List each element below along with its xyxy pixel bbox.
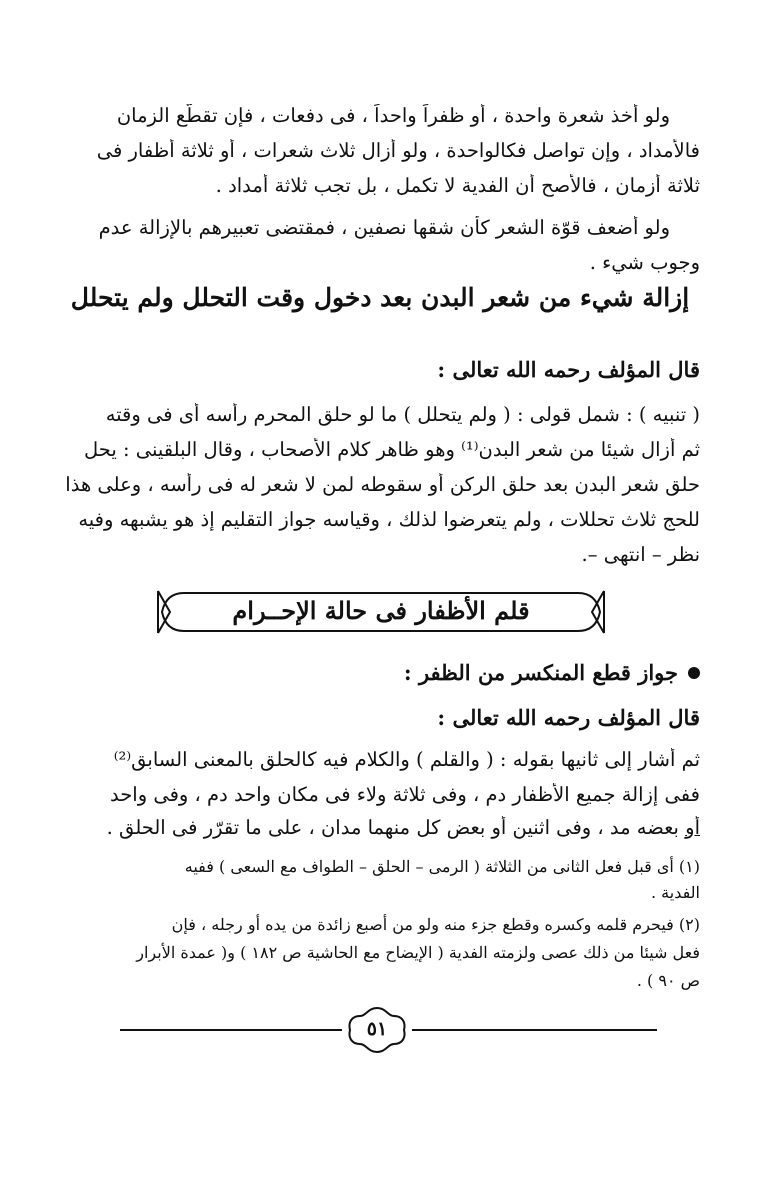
- para4-line1: ثم أشار إلى ثانيها بقوله : ( والقلم ) والكلام فيه كالحلق بالمعنى السابق⁽²⁾: [113, 748, 700, 771]
- para3-line5: نظر – انتهى –.: [581, 543, 700, 566]
- para3-line2: ثم أزال شيئا من شعر البدن⁽¹⁾ وهو ظاهر كلام الأصحاب ، وقال البلقينى : يحل: [84, 438, 700, 461]
- section-heading-hair-removal: إزالة شيء من شعر البدن بعد دخول وقت التحلل ولم يتحلل: [70, 283, 690, 312]
- footer-rule-right: [412, 1029, 657, 1031]
- para3-line3: حلق شعر البدن بعد حلق الركن أو سقوطه لمن لا شعر له فى رأسه ، وعلى هذا: [65, 473, 700, 496]
- page-number: ٥١: [366, 1018, 388, 1040]
- author-said-heading-1: قال المؤلف رحمه الله تعالى :: [437, 357, 700, 382]
- para2-line2: وجوب شيء .: [589, 251, 700, 274]
- banner-title: قلم الأظفار فى حالة الإحــرام: [232, 596, 530, 625]
- bullet-heading: [404, 660, 700, 685]
- para1-line1: ولو أخذ شعرة واحدة ، أو ظفراً واحداً ، فى دفعات ، فإن تقطّع الزمان: [116, 104, 670, 127]
- footnote-2-line2: فعل شيئا من ذلك عصى ولزمته الفدية ( الإيضاح مع الحاشية ص ١٨٢ ) و( عمدة الأبرار: [136, 943, 700, 962]
- footnote-1-line1: (١) أى قبل فعل الثانى من الثلاثة ( الرمى – الحلق – الطواف مع السعى ) ففيه: [184, 857, 700, 876]
- para3-line1: ( تنبيه ) : شمل قولى : ( ولم يتحلل ) ما لو حلق المحرم رأسه أى فى وقته: [105, 403, 700, 426]
- bullet-heading-text: جواز قطع المنكسر من الظفر :: [403, 660, 678, 685]
- page-number-ornament: [342, 1004, 412, 1056]
- para4-line2: ففى إزالة جميع الأظفار دم ، وفى ثلاثة ولاء فى مكان واحد دم ، وفى واحد: [110, 783, 700, 806]
- footer-rule-left: [120, 1029, 342, 1031]
- para1-line2: فالأمداد ، وإن تواصل فكالواحدة ، ولو أزال ثلاث شعرات ، أو ثلاثة أظفار فى: [96, 139, 700, 162]
- para3-line4: للحج ثلاث تحللات ، ولم يتعرضوا لذلك ، وقياسه جواز التقليم إذ هو يشبهه وفيه: [78, 508, 700, 531]
- para2-line1: ولو أضعف قوّة الشعر كأن شقها نصفين ، فمقتضى تعبيرهم بالإزالة عدم: [98, 216, 670, 239]
- footnote-2-line3: ص ٩٠ ) .: [636, 971, 700, 990]
- para4-line3-start: أو: [685, 816, 700, 839]
- bullet-icon: [688, 667, 700, 679]
- footnote-2-line1: (٢) فيحرم قلمه وكسره وقطع جزء منه ولو من أصبع زائدة من يده أو رجله ، فإن: [171, 915, 700, 934]
- section-banner: [156, 589, 606, 635]
- footnote-1-line2: الفدية .: [650, 883, 700, 902]
- para4-line3-rest: بعضه مد ، وفى اثنين أو بعض كل منهما مدان ، على ما تقرّر فى الحلق .: [106, 816, 686, 839]
- para1-line3: ثلاثة أزمان ، فالأصح أن الفدية لا تكمل ، بل تجب ثلاثة أمداد .: [215, 174, 700, 197]
- para4-line3: [60, 816, 700, 840]
- author-said-heading-2: قال المؤلف رحمه الله تعالى :: [437, 705, 700, 730]
